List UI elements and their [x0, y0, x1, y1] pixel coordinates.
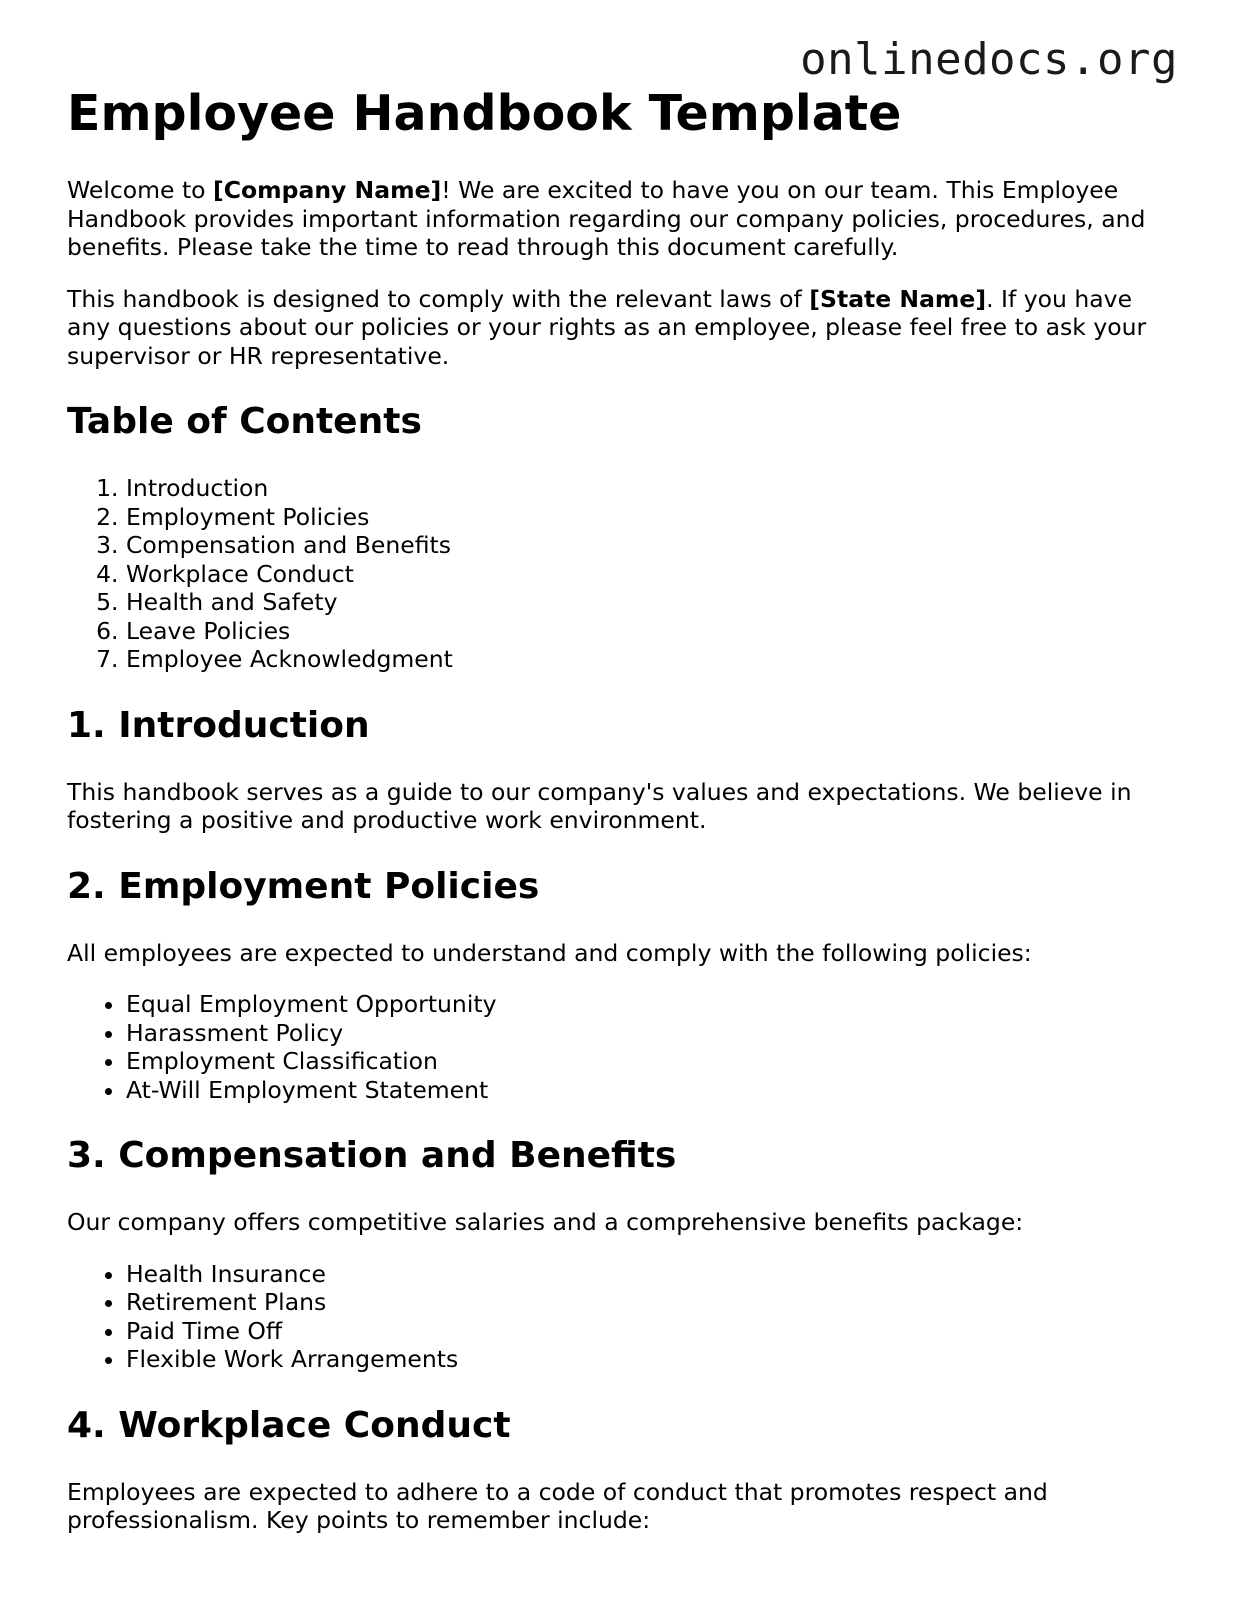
toc-item: 6. Leave Policies [126, 617, 1177, 646]
intro-paragraph-1 [67, 176, 1177, 262]
state-name-placeholder: [State Name] [809, 284, 987, 313]
section-text-compensation: Our company offers competitive salaries and a comprehensive benefits package: [67, 1208, 1024, 1236]
document-title: Employee Handbook Template [67, 85, 902, 142]
toc-item: 7. Employee Acknowledgment [126, 645, 1177, 674]
watermark: onlinedocs.org [800, 34, 1178, 85]
section-text-introduction: This handbook serves as a guide to our company's values and expectations. We believe in fostering a positive and productive work environment. [67, 777, 1132, 834]
toc-item: 3. Compensation and Benefits [126, 531, 1177, 560]
section-heading-employment-policies: 2. Employment Policies [67, 865, 540, 907]
section-text-conduct: Employees are expected to adhere to a code of conduct that promotes respect and professionalism. Key points to remember include: [67, 1477, 1048, 1534]
compensation-list [67, 1260, 1177, 1374]
toc-item: 4. Workplace Conduct [126, 560, 1177, 589]
section-heading-introduction: 1. Introduction [67, 704, 370, 746]
section-heading-compensation: 3. Compensation and Benefits [67, 1135, 677, 1176]
list-item: • Employment Classification [126, 1047, 1177, 1076]
toc-item: 2. Employment Policies [126, 503, 1177, 532]
section-text-employment-policies: All employees are expected to understand and comply with the following policies: [67, 938, 1032, 967]
list-item: • Health Insurance [126, 1260, 1177, 1289]
list-item: • Paid Time Off [126, 1317, 1177, 1346]
intro-text: This handbook is designed to comply with the relevant laws of [67, 284, 810, 313]
toc-heading: Table of Contents [67, 401, 422, 442]
document-page [67, 84, 1177, 1535]
intro-text: . If you have any questions about our policies or your rights as an employee, please feel free to ask your supervisor or HR representative. [67, 284, 1147, 370]
section-heading-conduct: 4. Workplace Conduct [67, 1404, 511, 1446]
list-item: • Harassment Policy [126, 1019, 1177, 1048]
intro-text: Welcome to [67, 176, 214, 204]
list-item: • Retirement Plans [126, 1288, 1177, 1317]
list-item: • Equal Employment Opportunity [126, 990, 1177, 1019]
intro-paragraph-2 [67, 285, 1177, 371]
list-item: • Flexible Work Arrangements [126, 1345, 1177, 1374]
toc-list [67, 474, 1177, 674]
toc-item: 5. Health and Safety [126, 588, 1177, 617]
company-name-placeholder: [Company Name] [213, 176, 442, 204]
employment-policies-list [67, 990, 1177, 1104]
toc-item: 1. Introduction [126, 474, 1177, 503]
intro-text: ! We are excited to have you on our team. This Employee Handbook provides important information regarding our company policies, procedures, and benefits. Please take the time to read through this document carefully. [67, 176, 1146, 261]
list-item: • At-Will Employment Statement [126, 1076, 1177, 1105]
